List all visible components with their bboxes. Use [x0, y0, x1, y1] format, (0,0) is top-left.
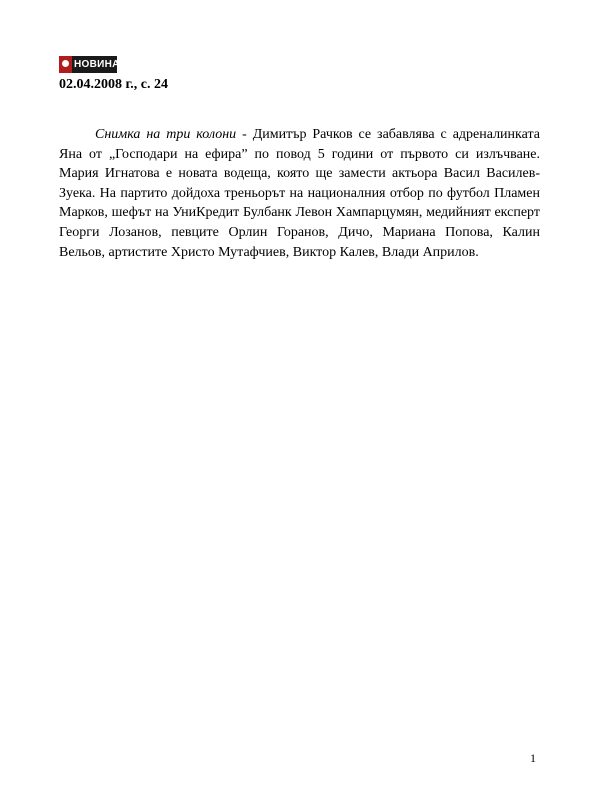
- article-body: - Димитър Рачков се забавлява с адреналинката Яна от „Господари на ефира” по повод 5 години от първото си излъчване. Мария Игнатова е новата водеща, която ще замести актьора Васил Василев-Зуека. На партито дойдоха треньорът на националния отбор по футбол Пламен Марков, шефът на УниКредит Булбанк Левон Хампарцумян, медийният експерт Георги Лозанов, певците Орлин Горанов, Дичо, Мариана Попова, Калин Вельов, артистите Христо Мутафчиев, Виктор Калев, Влади Априлов.: [59, 127, 540, 260]
- newspaper-logo: [59, 56, 127, 73]
- article-paragraph: [59, 125, 540, 262]
- caption-label: Снимка на три колони: [95, 127, 237, 142]
- logo-text: НОВИНАР: [74, 59, 127, 70]
- page-number: 1: [530, 751, 536, 765]
- publication-date: 02.04.2008 г., с. 24: [59, 77, 168, 92]
- logo-emblem-icon: [59, 56, 72, 73]
